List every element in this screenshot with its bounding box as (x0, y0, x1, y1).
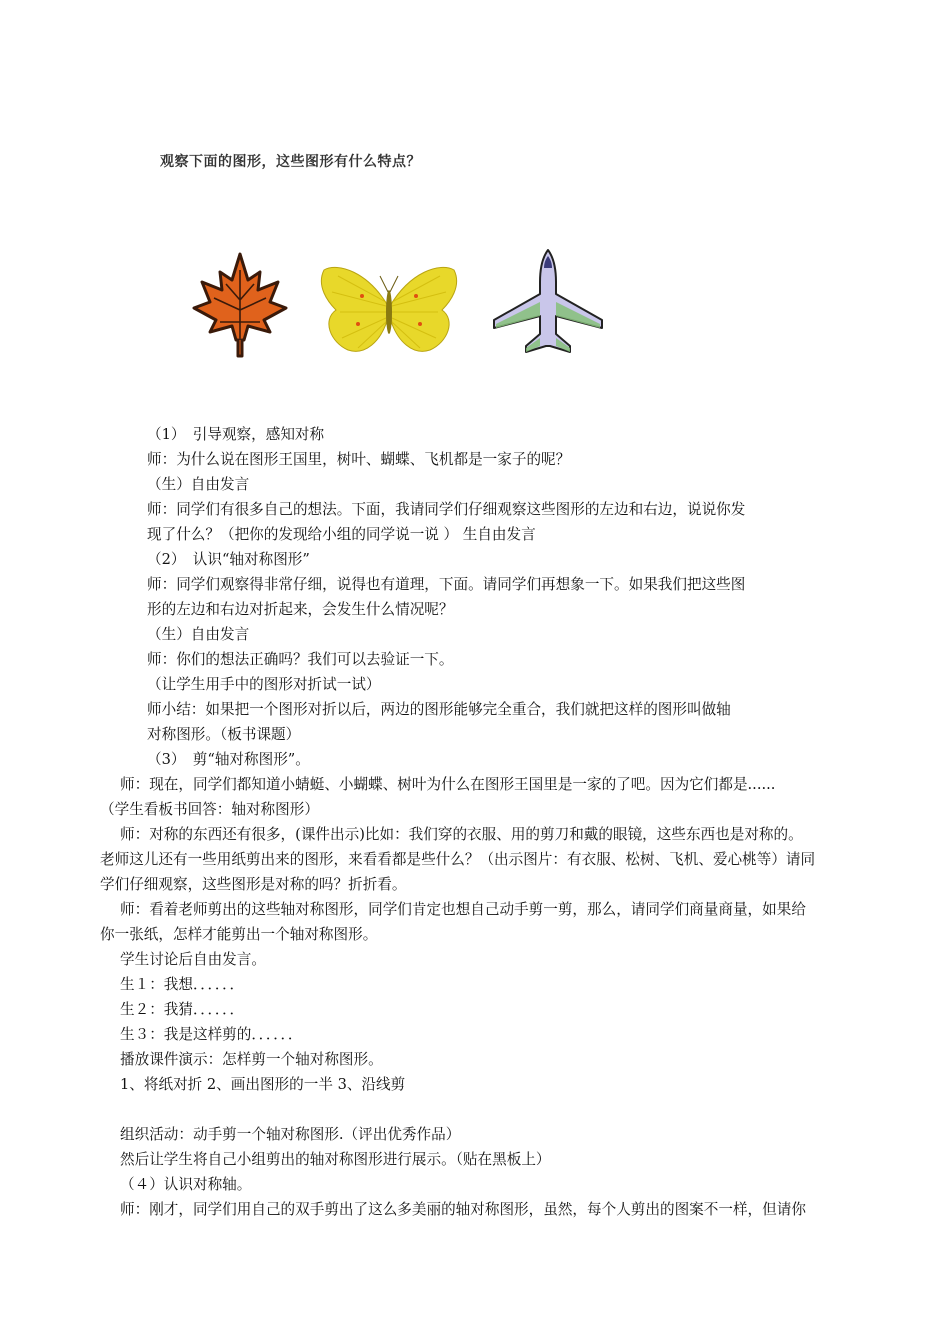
text-line-2: 师：为什么说在图形王国里，树叶、蝴蝶、飞机都是一家子的呢？ (147, 451, 571, 468)
text-line-30: （４）认识对称轴。 (120, 1176, 252, 1193)
text-line-26: 播放课件演示：怎样剪一个轴对称图形。 (120, 1051, 383, 1068)
text-line-28: 组织活动：动手剪一个轴对称图形.（评出优秀作品） (120, 1126, 461, 1143)
text-line-1: （1） 引导观察，感知对称 (147, 426, 325, 443)
text-line-10: 师：你们的想法正确吗？我们可以去验证一下。 (147, 651, 454, 668)
text-line-23: 生１：我想．．．．．． (120, 976, 245, 993)
text-line-17: 师：对称的东西还有很多，(课件出示)比如：我们穿的衣服、用的剪刀和戴的眼镜，这些东西也是对称的。 (120, 826, 803, 843)
text-line-8: 形的左边和右边对折起来，会发生什么情况呢？ (147, 601, 454, 618)
text-line-24: 生２：我猜．．．．．． (120, 1001, 245, 1018)
text-line-14: （3） 剪“轴对称图形”。 (147, 751, 310, 768)
text-line-18: 老师这儿还有一些用纸剪出来的图形，来看看都是些什么？（出示图片：有衣服、松树、飞机、爱心桃等）请同 (100, 851, 816, 868)
text-line-19: 学们仔细观察，这些图形是对称的吗？折折看。 (100, 876, 407, 893)
text-line-29: 然后让学生将自己小组剪出的轴对称图形进行展示。（贴在黑板上） (120, 1151, 551, 1168)
butterfly-image (318, 262, 460, 358)
text-line-21: 你一张纸，怎样才能剪出一个轴对称图形。 (100, 926, 378, 943)
text-line-9: （生）自由发言 (147, 626, 250, 643)
text-line-16: （学生看板书回答：轴对称图形） (100, 801, 319, 818)
text-line-31: 师：刚才，同学们用自己的双手剪出了这么多美丽的轴对称图形，虽然，每个人剪出的图案不一样，但请你 (120, 1201, 806, 1218)
text-line-20: 师：看着老师剪出的这些轴对称图形，同学们肯定也想自己动手剪一剪，那么，请同学们商量商量，如果给 (120, 901, 806, 918)
text-line-3: （生）自由发言 (147, 476, 250, 493)
text-line-13: 对称图形。（板书课题） (147, 726, 301, 743)
text-line-25: 生３：我是这样剪的．．．．．． (120, 1026, 303, 1043)
text-line-22: 学生讨论后自由发言。 (120, 951, 266, 968)
maple-leaf-image (190, 250, 290, 358)
text-line-4: 师：同学们有很多自己的想法。下面，我请同学们仔细观察这些图形的左边和右边，说说你发 (147, 501, 746, 518)
airplane-image (490, 246, 606, 362)
text-line-6: （2） 认识“轴对称图形” (147, 551, 310, 568)
text-line-12: 师小结：如果把一个图形对折以后，两边的图形能够完全重合，我们就把这样的图形叫做轴 (147, 701, 731, 718)
text-line-7: 师：同学们观察得非常仔细，说得也有道理，下面。请同学们再想象一下。如果我们把这些图 (147, 576, 746, 593)
text-line-11: （让学生用手中的图形对折试一试） (147, 676, 381, 693)
text-line-15: 师：现在，同学们都知道小蜻蜓、小蝴蝶、树叶为什么在图形王国里是一家的了吧。因为它们都是...... (120, 776, 776, 793)
text-line-5: 现了什么？（把你的发现给小组的同学说一说 ） 生自由发言 (147, 526, 536, 543)
text-line-27: 1、将纸对折 2、画出图形的一半 3、沿线剪 (120, 1076, 406, 1093)
figure-caption: 观察下面的图形，这些图形有什么特点？ (160, 154, 421, 170)
